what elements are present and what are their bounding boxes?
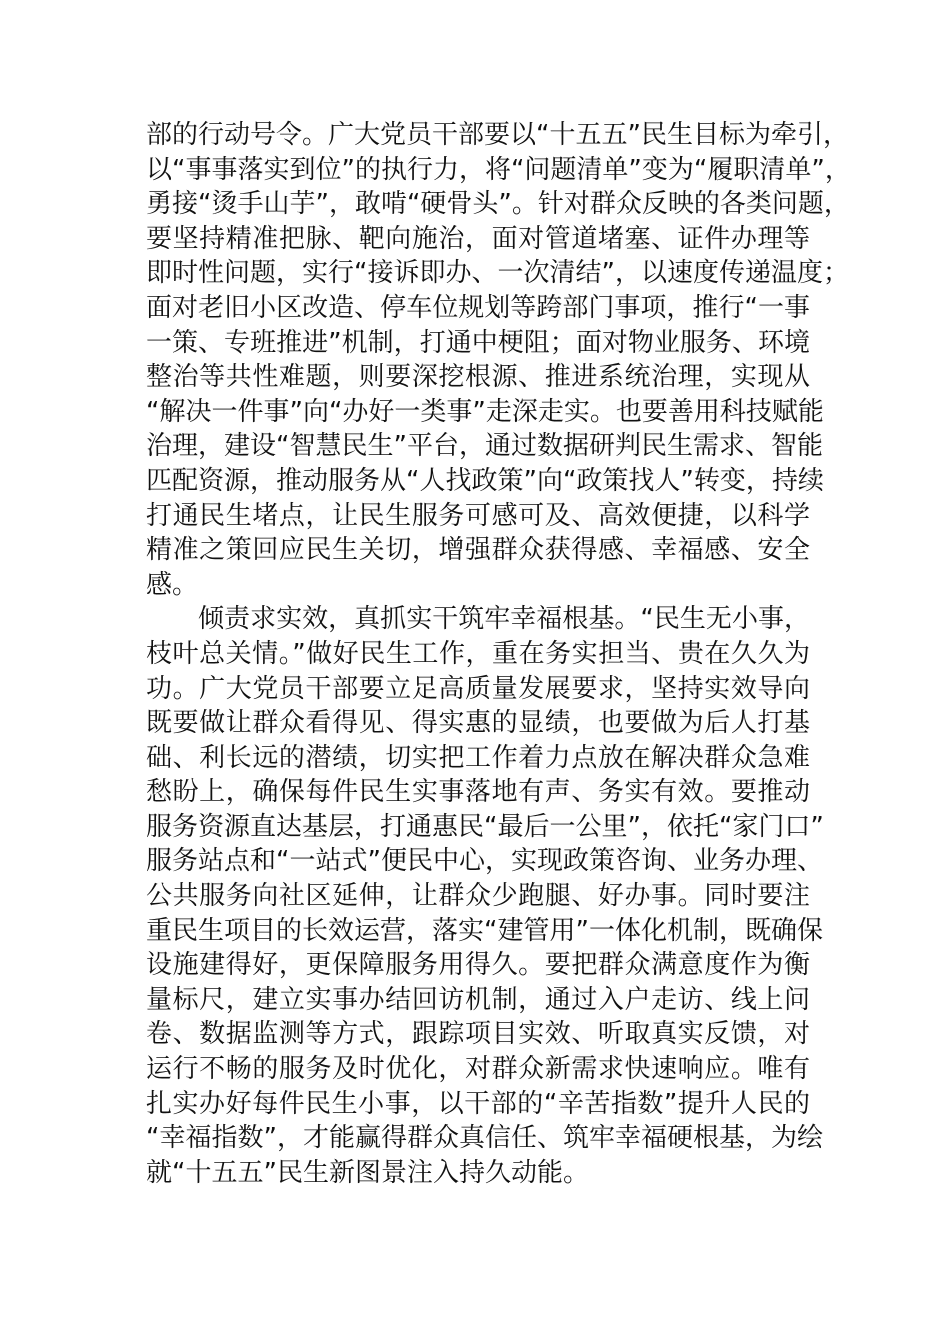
text-line: 精准之策回应民生关切，增强群众获得感、幸福感、安全 [146,535,810,566]
text-line: 愁盼上，确保每件民生实事落地有声、务实有效。要推动 [146,777,810,808]
text-line: 扎实办好每件民生小事，以干部的“辛苦指数”提升人民的 [146,1088,810,1119]
text-line: 面对老旧小区改造、停车位规划等跨部门事项，推行“一事 [146,292,810,323]
text-line: 以“事事落实到位”的执行力，将“问题清单”变为“履职清单”， [146,154,851,185]
text-line: 倾责求实效，真抓实干筑牢幸福根基。“民生无小事， [146,604,810,635]
text-line: 枝叶总关情。”做好民生工作，重在务实担当、贵在久久为 [146,638,810,669]
paragraph-1 [146,118,851,602]
text-line: 打通民生堵点，让民生服务可感可及、高效便捷，以科学 [146,500,810,531]
text-line: 就“十五五”民生新图景注入持久动能。 [146,1157,589,1188]
text-line: 设施建得好，更保障服务用得久。要把群众满意度作为衡 [146,950,810,981]
text-line: 部的行动号令。广大党员干部要以“十五五”民生目标为牵引， [146,120,849,150]
text-line: 重民生项目的长效运营，落实“建管用”一体化机制，既确保 [146,915,823,946]
text-line: 一策、专班推进”机制，打通中梗阻；面对物业服务、环境 [146,327,810,358]
text-line: 匹配资源，推动服务从“人找政策”向“政策找人”转变，持续 [146,465,824,496]
article-body [146,118,851,1190]
text-line: “解决一件事”向“办好一类事”走深走实。也要善用科技赋能 [146,396,824,427]
text-line: 整治等共性难题，则要深挖根源、推进系统治理，实现从 [146,362,810,393]
text-line: 服务站点和“一站式”便民中心，实现政策咨询、业务办理、 [146,846,823,877]
text-line: 感。 [146,569,199,600]
text-line: 量标尺，建立实事办结回访机制，通过入户走访、线上问 [146,984,810,1015]
text-line: 勇接“烫手山芋”，敢啃“硬骨头”。针对群众反映的各类问题， [146,189,850,220]
text-line: “幸福指数”，才能赢得群众真信任、筑牢幸福硬根基，为绘 [146,1123,823,1154]
text-line: 础、利长远的潜绩，切实把工作着力点放在解决群众急难 [146,742,810,773]
text-line: 即时性问题，实行“接诉即办、一次清结”，以速度传递温度； [146,258,849,289]
text-line: 既要做让群众看得见、得实惠的显绩，也要做为后人打基 [146,708,810,739]
text-line: 要坚持精准把脉、靶向施治，面对管道堵塞、证件办理等 [146,223,810,254]
text-line: 公共服务向社区延伸，让群众少跑腿、好办事。同时要注 [146,881,810,912]
text-line: 卷、数据监测等方式，跟踪项目实效、听取真实反馈，对 [146,1019,810,1050]
text-line: 治理，建设“智慧民生”平台，通过数据研判民生需求、智能 [146,431,823,462]
text-line: 运行不畅的服务及时优化，对群众新需求快速响应。唯有 [146,1054,810,1085]
text-line: 功。广大党员干部要立足高质量发展要求，坚持实效导向 [146,673,810,704]
paragraph-2 [146,602,824,1190]
text-line: 服务资源直达基层，打通惠民“最后一公里”，依托“家门口” [146,811,824,842]
